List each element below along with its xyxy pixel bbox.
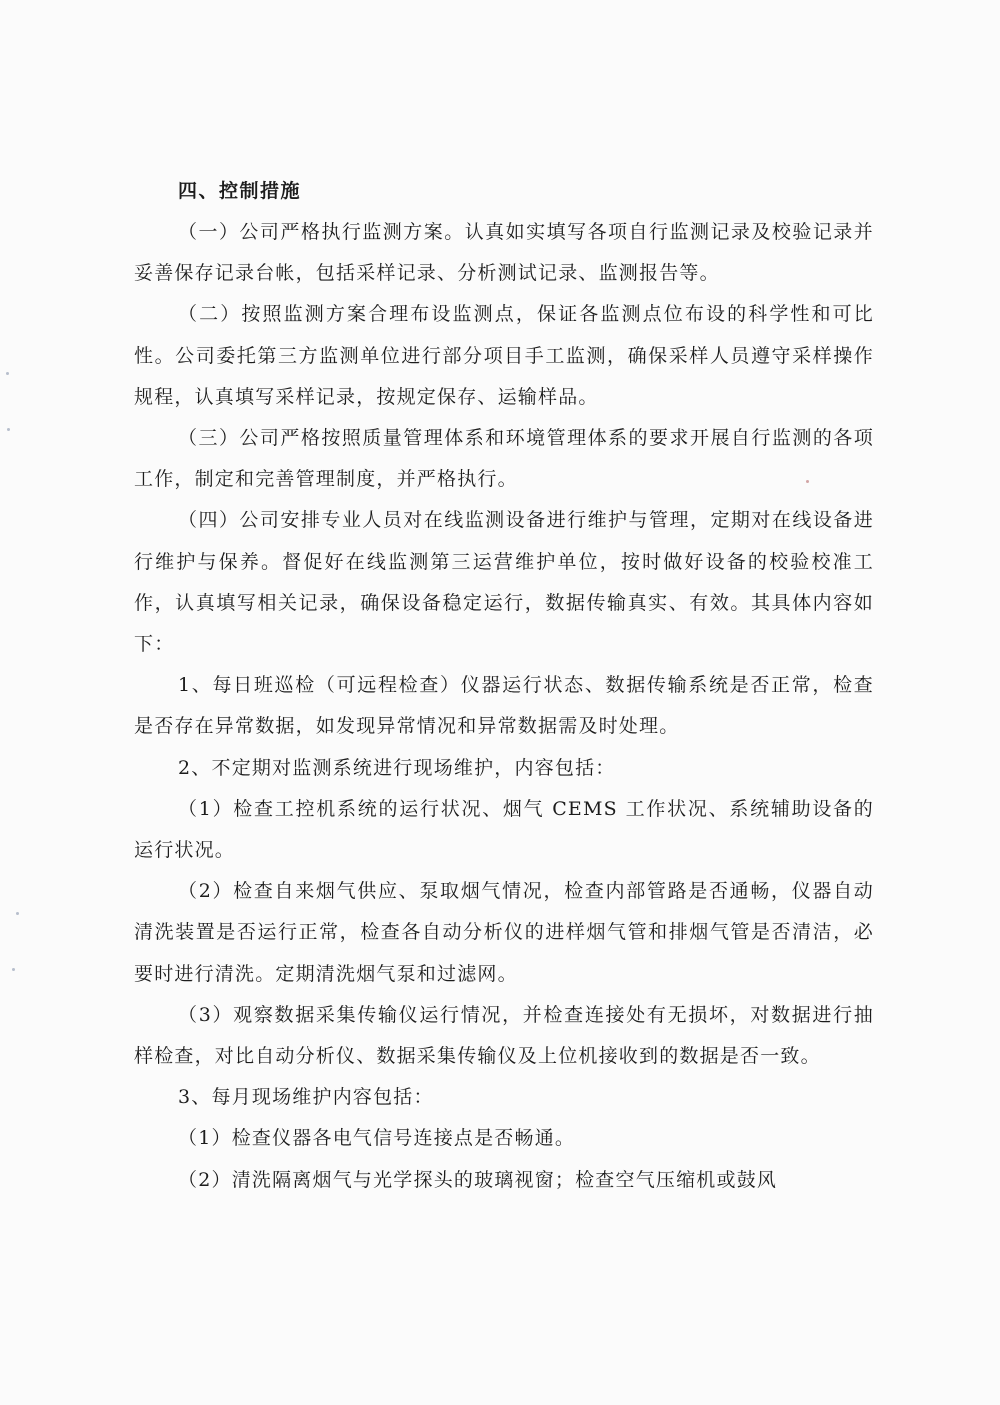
document-body [134,170,874,1201]
list-item-daily: 1、每日班巡检（可远程检查）仪器运行状态、数据传输系统是否正常，检查是否存在异常数据，如发现异常情况和异常数据需及时处理。 [134,674,874,738]
sub-item-2: （2）检查自来烟气供应、泵取烟气情况，检查内部管路是否通畅，仪器自动清洗装置是否运行正常，检查各自动分析仪的进样烟气管和排烟气管是否清洁，必要时进行清洗。定期清洗烟气泵和过滤网。 [134,880,874,985]
scan-speck [16,912,19,915]
list-item-irregular: 2、不定期对监测系统进行现场维护，内容包括： [178,756,616,779]
monthly-sub-item-1: （1）检查仪器各电气信号连接点是否畅通。 [178,1127,576,1150]
scan-speck [12,968,15,971]
scan-speck [806,480,809,483]
monthly-sub-item-2: （2）清洗隔离烟气与光学探头的玻璃视窗；检查空气压缩机或鼓风 [178,1168,778,1191]
list-item-monthly: 3、每月现场维护内容包括： [178,1086,434,1109]
scan-speck [7,428,10,431]
section-heading: 四、控制措施 [178,180,302,202]
paragraph-4: （四）公司安排专业人员对在线监测设备进行维护与管理，定期对在线设备进行维护与保养。督促好在线监测第三运营维护单位，按时做好设备的校验校准工作，认真填写相关记录，确保设备稳定运行，数据传输真实、有效。其具体内容如下： [134,509,874,656]
sub-item-1: （1）检查工控机系统的运行状况、烟气 CEMS 工作状况、系统辅助设备的运行状况。 [134,797,874,862]
paragraph-2: （二）按照监测方案合理布设监测点，保证各监测点位布设的科学性和可比性。公司委托第三方监测单位进行部分项目手工监测，确保采样人员遵守采样操作规程，认真填写采样记录，按规定保存、运输样品。 [134,303,874,408]
paragraph-3: （三）公司严格按照质量管理体系和环境管理体系的要求开展自行监测的各项工作，制定和完善管理制度，并严格执行。 [134,427,874,491]
scan-speck [6,372,9,375]
paragraph-1: （一）公司严格执行监测方案。认真如实填写各项自行监测记录及校验记录并妥善保存记录台帐，包括采样记录、分析测试记录、监测报告等。 [134,221,874,285]
sub-item-3: （3）观察数据采集传输仪运行情况，并检查连接处有无损坏，对数据进行抽样检查，对比自动分析仪、数据采集传输仪及上位机接收到的数据是否一致。 [134,1003,874,1068]
